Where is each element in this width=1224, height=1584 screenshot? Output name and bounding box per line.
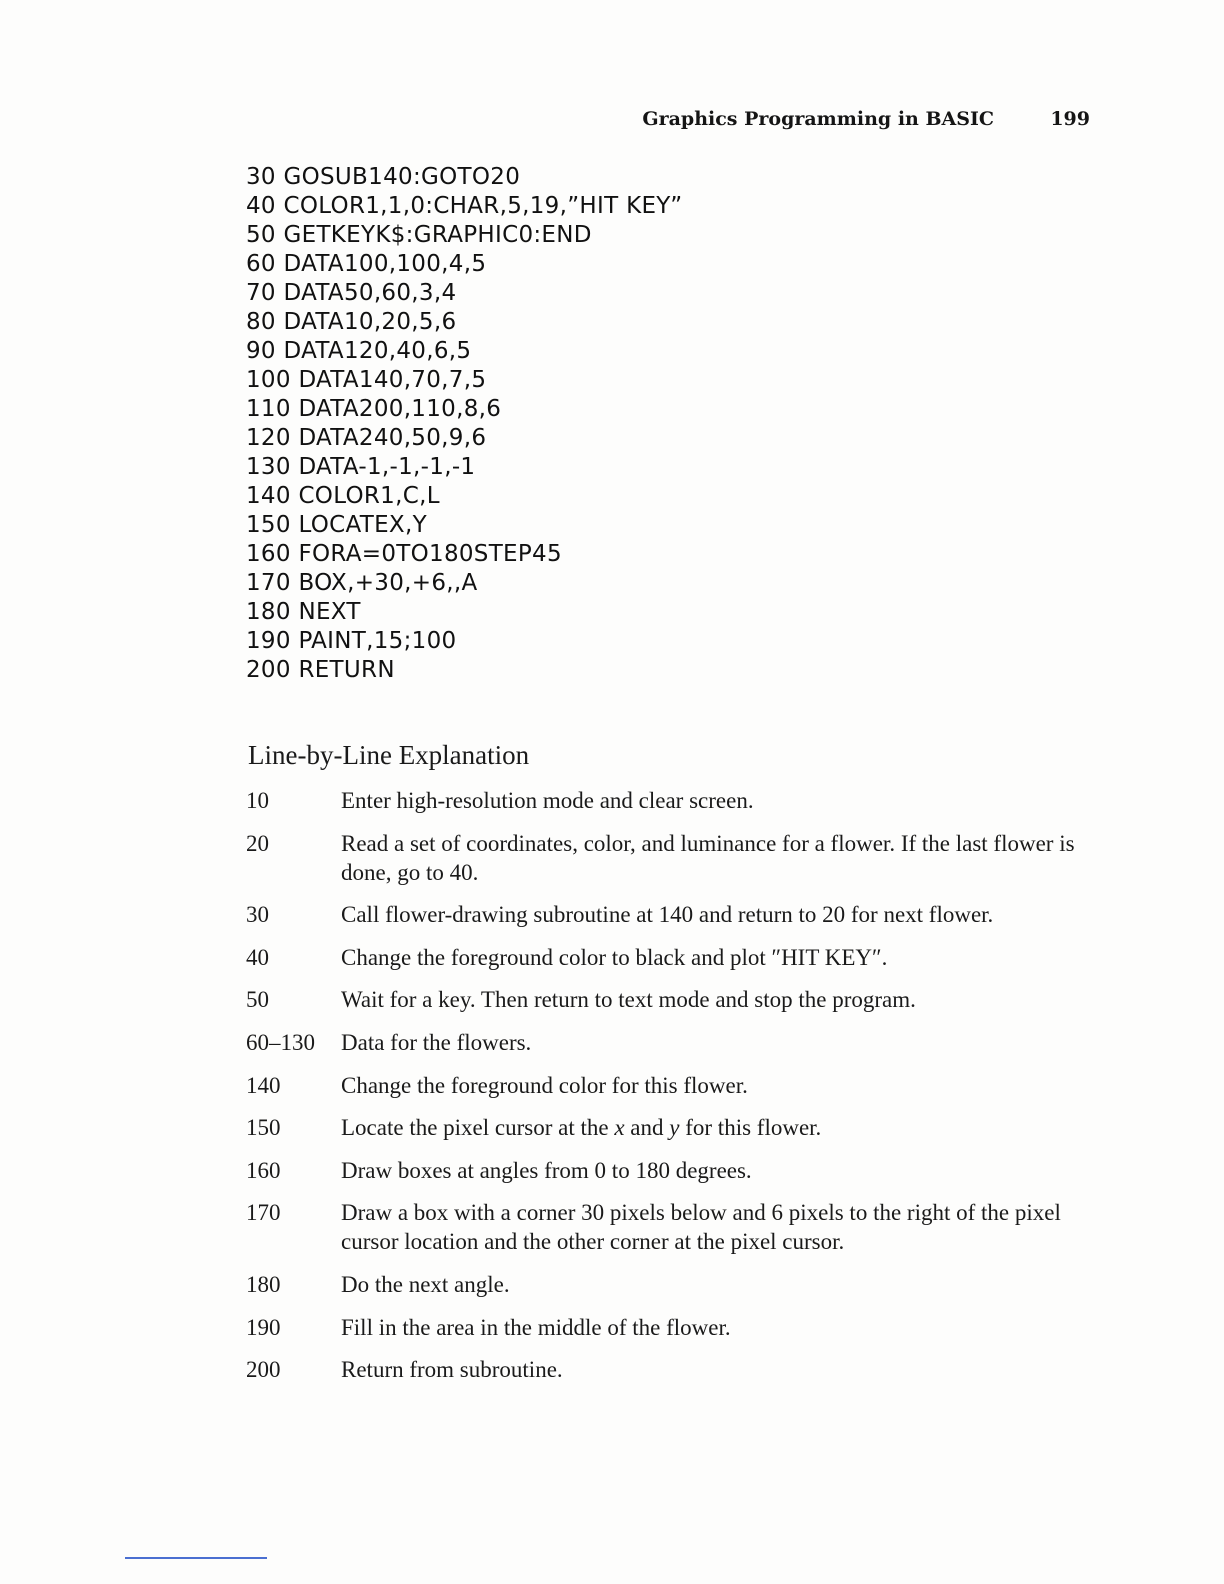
explanation-row [246,985,1086,1014]
basic-program-listing [246,163,946,685]
explanation-line-number: 170 [246,1200,281,1226]
explanation-row [246,1313,1086,1342]
code-line [246,424,946,453]
explanation-text: Change the foreground color to black and plot ″HIT KEY″. [341,944,888,970]
explanation-line-number: 180 [246,1271,281,1297]
explanation-row [246,1071,1086,1100]
variable-name: x [614,1115,625,1141]
running-header [560,108,1090,136]
code-line-number: 180 [246,599,291,625]
code-line-number: 160 [246,541,291,567]
code-statement: DATA240,50,9,6 [298,425,487,451]
code-line [246,656,946,685]
explanation-text: Return from subroutine. [341,1357,563,1383]
explanation-line-number: 150 [246,1115,281,1141]
code-line-number: 50 [246,222,276,248]
code-statement: COLOR1,1,0:CHAR,5,19,”HIT KEY” [283,193,683,219]
code-line [246,163,946,192]
code-line-number: 200 [246,657,291,683]
code-statement: DATA-1,-1,-1,-1 [298,454,476,480]
code-line [246,250,946,279]
explanation-row [246,786,1086,815]
explanation-text: Fill in the area in the middle of the flower. [341,1314,731,1340]
explanation-text: Call flower-drawing subroutine at 140 and return to 20 for next flower. [341,902,994,928]
code-statement: DATA200,110,8,6 [298,396,502,422]
code-statement: COLOR1,C,L [298,483,440,509]
code-statement: DATA100,100,4,5 [283,251,487,277]
code-line-number: 170 [246,570,291,596]
code-line [246,569,946,598]
explanation-line-number: 140 [246,1072,281,1098]
code-statement: DATA10,20,5,6 [283,309,457,335]
explanation-row [246,900,1086,929]
code-line-number: 80 [246,309,276,335]
explanation-text-part: Locate the pixel cursor at the [341,1115,615,1141]
footer-rule [125,1557,267,1559]
explanation-line-number: 200 [246,1357,281,1383]
explanation-line-number: 60–130 [246,1029,315,1055]
code-statement: BOX,+30,+6,,A [298,570,478,596]
code-line [246,453,946,482]
code-line [246,627,946,656]
code-statement: FORA=0TO180STEP45 [298,541,562,567]
code-statement: PAINT,15;100 [298,628,457,654]
code-line [246,598,946,627]
section-title: Line-by-Line Explanation [248,740,530,770]
explanation-text: Change the foreground color for this flower. [341,1072,748,1098]
code-line [246,192,946,221]
code-line-number: 30 [246,164,276,190]
code-line [246,221,946,250]
explanation-line-number: 30 [246,902,269,928]
explanation-text: Data for the flowers. [341,1029,532,1055]
code-line [246,395,946,424]
code-line-number: 150 [246,512,291,538]
code-statement: DATA50,60,3,4 [283,280,457,306]
explanation-line-number: 190 [246,1314,281,1340]
explanation-line-number: 160 [246,1157,281,1183]
page-number: 199 [1050,108,1090,130]
code-line-number: 190 [246,628,291,654]
code-line [246,366,946,395]
running-header-title: Graphics Programming in BASIC [642,108,994,130]
explanation-row [246,943,1086,972]
explanation-text: Enter high-resolution mode and clear screen. [341,788,754,813]
code-statement: GOSUB140:GOTO20 [283,164,521,190]
explanation-row [246,1028,1086,1057]
code-statement: NEXT [298,599,361,625]
code-line-number: 140 [246,483,291,509]
code-line [246,308,946,337]
line-by-line-explanation [246,786,1086,1398]
code-statement: GETKEYK$:GRAPHIC0:END [283,222,592,248]
explanation-text: Draw boxes at angles from 0 to 180 degrees. [341,1157,752,1183]
code-line-number: 90 [246,338,276,364]
code-line-number: 120 [246,425,291,451]
code-line-number: 60 [246,251,276,277]
explanation-text-part: for this flower. [679,1115,822,1141]
code-line-number: 110 [246,396,291,422]
explanation-row [246,1198,1086,1256]
explanation-row [246,1113,1086,1142]
code-line [246,540,946,569]
explanation-row [246,1156,1086,1185]
variable-name: y [669,1115,680,1141]
explanation-row [246,1355,1086,1384]
explanation-text [341,1113,1086,1142]
code-statement: DATA140,70,7,5 [298,367,487,393]
code-line [246,337,946,366]
explanation-text-part: and [624,1115,670,1141]
explanation-line-number: 40 [246,944,269,970]
explanation-text: Read a set of coordinates, color, and luminance for a flower. If the last flower is done, go to 40. [341,830,1075,885]
code-statement: LOCATEX,Y [298,512,427,538]
explanation-line-number: 20 [246,830,269,856]
code-line [246,279,946,308]
explanation-row [246,829,1086,887]
explanation-text: Draw a box with a corner 30 pixels below and 6 pixels to the right of the pixel cursor location and the other corner at the pixel cursor. [341,1200,1061,1255]
explanation-line-number: 10 [246,788,269,813]
code-line-number: 40 [246,193,276,219]
code-line [246,511,946,540]
code-line-number: 100 [246,367,291,393]
code-line [246,482,946,511]
explanation-line-number: 50 [246,987,269,1013]
code-statement: DATA120,40,6,5 [283,338,472,364]
explanation-text: Wait for a key. Then return to text mode and stop the program. [341,987,916,1013]
code-line-number: 130 [246,454,291,480]
explanation-text: Do the next angle. [341,1271,510,1297]
explanation-row [246,1270,1086,1299]
code-line-number: 70 [246,280,276,306]
code-statement: RETURN [298,657,395,683]
